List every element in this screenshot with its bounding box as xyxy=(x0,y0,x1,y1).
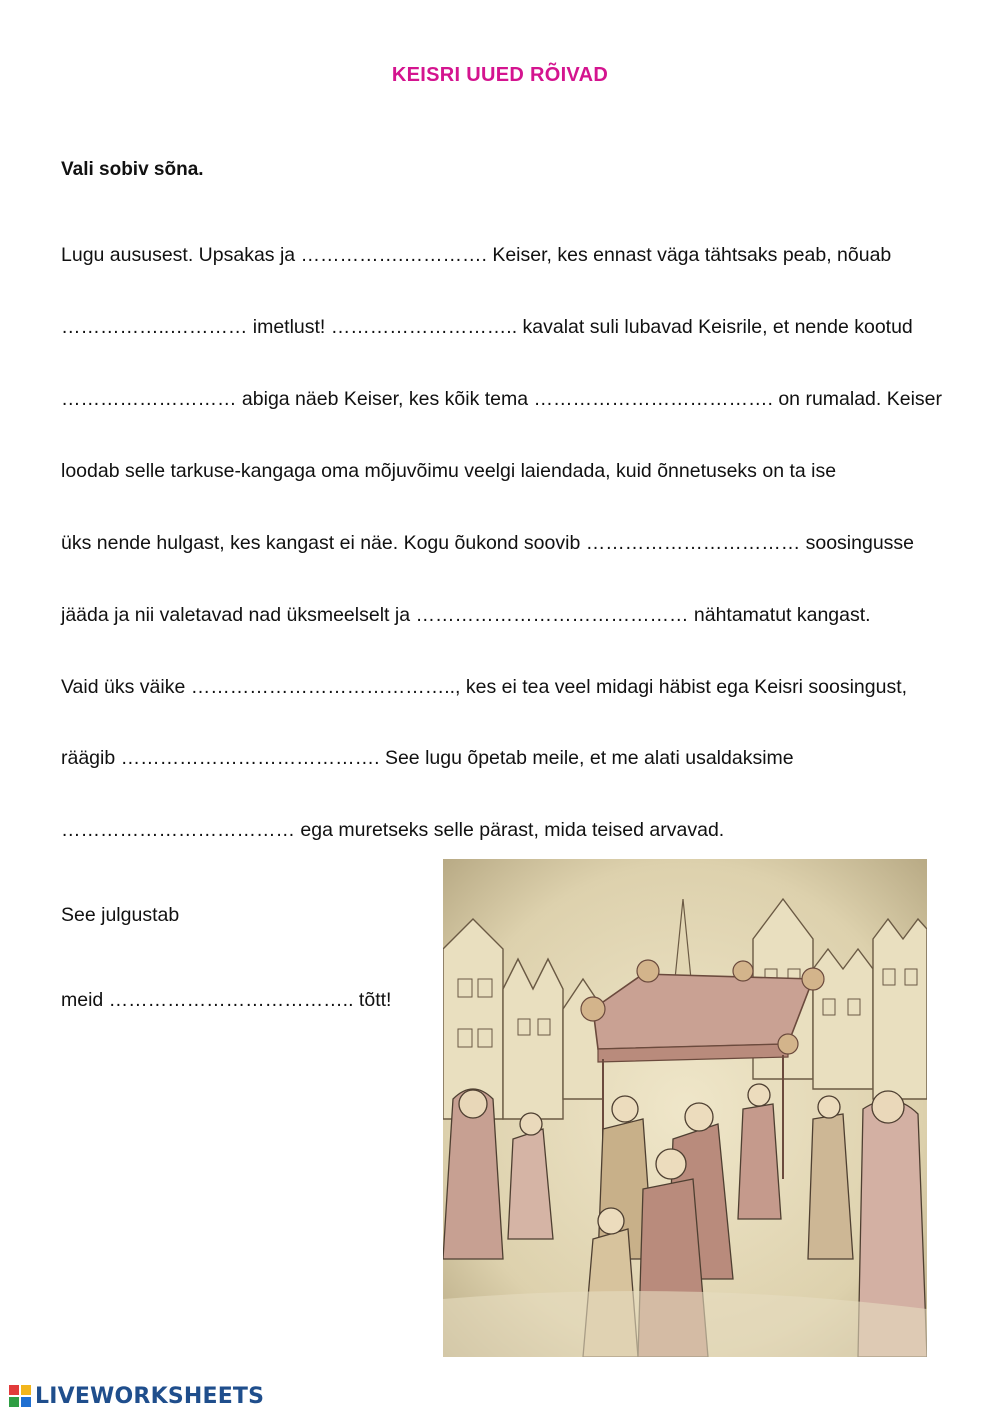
liveworksheets-logo-icon xyxy=(8,1384,32,1408)
text-line-2: ……………..………… imetlust! ……………………….. kavalat suli lubavad Keisrile, et nende kootud xyxy=(61,316,913,338)
text-line-1: Lugu aususest. Upsakas ja …………….…………. Keiser, kes ennast väga tähtsaks peab, nõuab xyxy=(61,244,892,266)
parade-illustration xyxy=(443,859,927,1357)
instruction: Vali sobiv sõna. xyxy=(61,159,204,180)
logo-text: LIVEWORKSHEETS xyxy=(35,1383,265,1409)
text-line-5: üks nende hulgast, kes kangast ei näe. Kogu õukond soovib …………………………… soosingusse xyxy=(61,532,915,554)
text-line-10: See julgustab xyxy=(61,904,180,926)
liveworksheets-logo[interactable] xyxy=(8,1382,264,1410)
text-line-3: ……………………… abiga näeb Keiser, kes kõik tema ………………………………. on rumalad. Keiser xyxy=(61,388,943,410)
text-line-8: räägib …………………………………. See lugu õpetab meile, et me alati usaldaksime xyxy=(61,747,794,769)
text-line-11: meid ……………………………….. tõtt! xyxy=(61,989,392,1011)
text-line-9: ……………………………… ega muretseks selle pärast, mida teised arvavad. xyxy=(61,819,725,841)
text-line-7: Vaid üks väike ………………………………….., kes ei tea veel midagi häbist ega Keisri soosingust, xyxy=(61,676,908,698)
text-line-6: jääda ja nii valetavad nad üksmeelselt ja …………………………………… nähtamatut kangast. xyxy=(61,604,871,626)
text-line-4: loodab selle tarkuse-kangaga oma mõjuvõimu veelgi laiendada, kuid õnnetuseks on ta ise xyxy=(61,460,837,482)
page-title: KEISRI UUED RÕIVAD xyxy=(391,64,609,86)
